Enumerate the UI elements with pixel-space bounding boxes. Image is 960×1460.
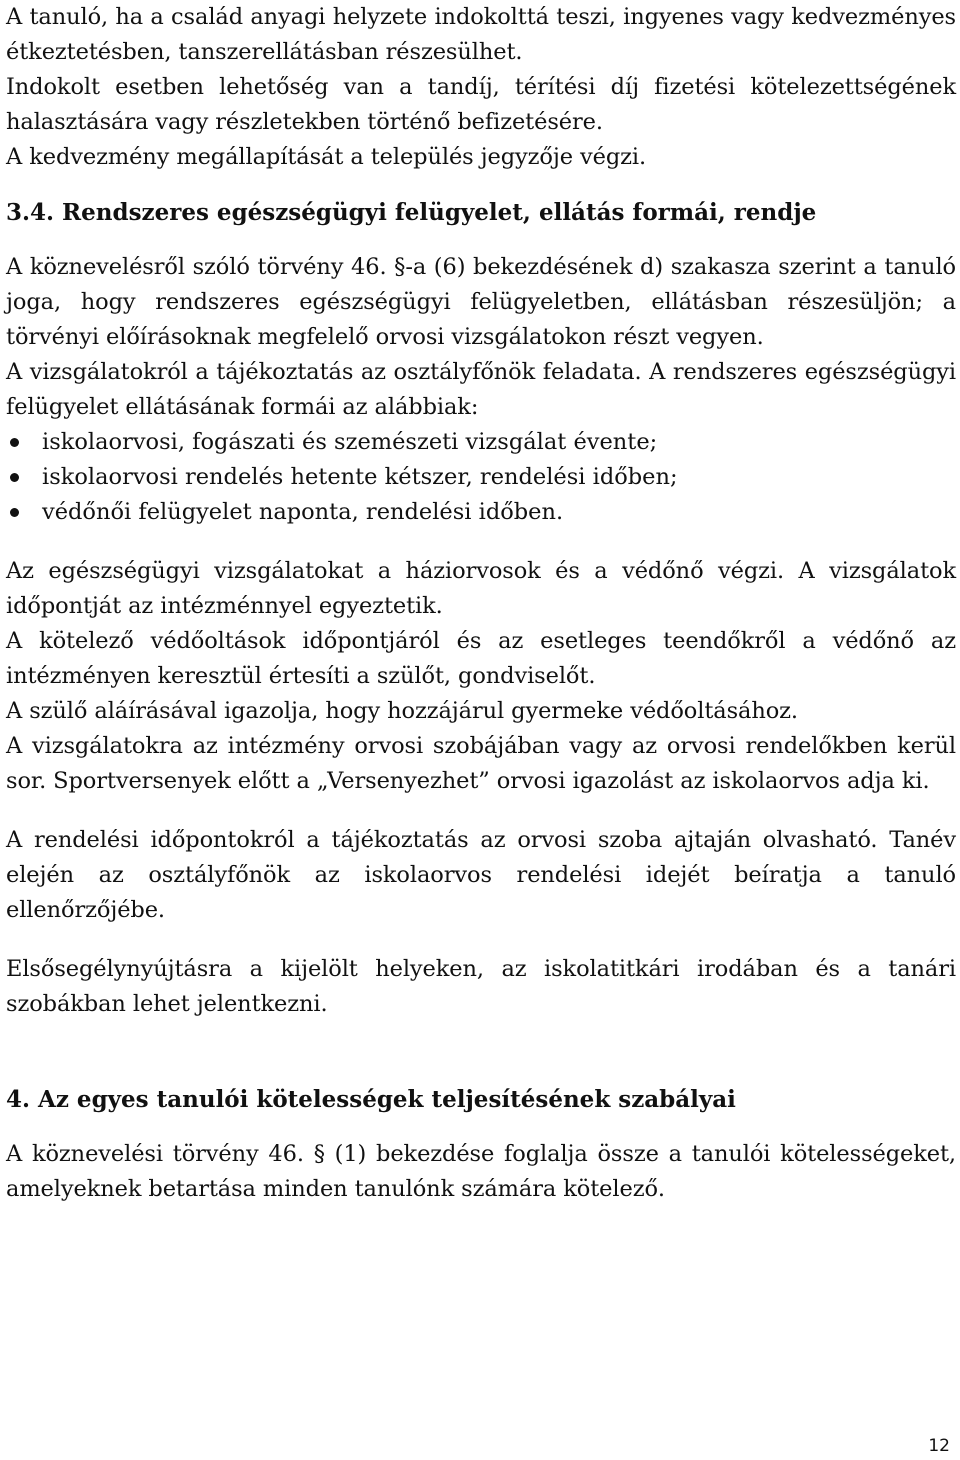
section-3-4-paragraph-4: A kötelező védőoltások időpontjáról és az esetleges teendőkről a védőnő az intézményen keresztül értesíti a szülőt, gondviselőt. bbox=[6, 628, 956, 689]
section-3-4-paragraph-7: A rendelési időpontokról a tájékoztatás az orvosi szoba ajtaján olvasható. Tanév elején az osztályfőnök az iskolaorvos rendelési idejét beíratja a tanuló ellenőrzőjébe. bbox=[6, 827, 956, 923]
section-3-4-paragraph-8: Elsősegélynyújtásra a kijelölt helyeken, az iskolatitkári irodában és a tanári szobákban lehet jelentkezni. bbox=[6, 956, 956, 1017]
section-3-4-paragraph-2: A vizsgálatokról a tájékoztatás az osztályfőnök feladata. A rendszeres egészségügyi felügyelet ellátásának formái az alábbiak: bbox=[6, 359, 956, 420]
intro-paragraph-2: Indokolt esetben lehetőség van a tandíj, térítési díj fizetési kötelezettségének halasztására vagy részletekben történő befizetésére. bbox=[6, 74, 956, 135]
intro-paragraph-3: A kedvezmény megállapítását a település jegyzője végzi. bbox=[6, 144, 647, 170]
section-3-4-paragraph-3: Az egészségügyi vizsgálatokat a háziorvosok és a védőnő végzi. A vizsgálatok időpontját az intézménnyel egyeztetik. bbox=[6, 558, 956, 619]
list-item bbox=[6, 425, 956, 460]
bullet-icon bbox=[10, 508, 19, 517]
intro-paragraph-1: A tanuló, ha a család anyagi helyzete indokolttá teszi, ingyenes vagy kedvezményes étkeztetésben, tanszerellátásban részesülhet. bbox=[6, 4, 956, 65]
section-4-heading: 4. Az egyes tanulói kötelességek teljesítésének szabályai bbox=[6, 1086, 736, 1113]
section-3-4-paragraph-1: A köznevelésről szóló törvény 46. §-a (6) bekezdésének d) szakasza szerint a tanuló joga, hogy rendszeres egészségügyi felügyeletben, ellátásban részesüljön; a törvényi előírásoknak megfelelő orvosi vizsgálatokon részt vegyen. bbox=[6, 254, 956, 350]
section-3-4-heading: 3.4. Rendszeres egészségügyi felügyelet, ellátás formái, rendje bbox=[6, 199, 817, 226]
page-number: 12 bbox=[928, 1436, 950, 1456]
checkup-list bbox=[6, 425, 956, 530]
list-item-text: iskolaorvosi rendelés hetente kétszer, rendelési időben; bbox=[42, 464, 678, 490]
list-item bbox=[6, 495, 956, 530]
bullet-icon bbox=[10, 438, 19, 447]
document-page bbox=[6, 0, 956, 1207]
list-item-text: iskolaorvosi, fogászati és szemészeti vizsgálat évente; bbox=[42, 429, 658, 455]
list-item-text: védőnői felügyelet naponta, rendelési időben. bbox=[42, 499, 564, 525]
section-4-paragraph-1: A köznevelési törvény 46. § (1) bekezdése foglalja össze a tanulói kötelességeket, amelyeknek betartása minden tanulónk számára kötelező. bbox=[6, 1141, 956, 1202]
section-3-4-paragraph-6: A vizsgálatokra az intézmény orvosi szobájában vagy az orvosi rendelőkben kerül sor. Sportversenyek előtt a „Versenyezhet” orvosi igazolást az iskolaorvos adja ki. bbox=[6, 733, 956, 794]
section-3-4-paragraph-5: A szülő aláírásával igazolja, hogy hozzájárul gyermeke védőoltásához. bbox=[6, 698, 798, 724]
list-item bbox=[6, 460, 956, 495]
bullet-icon bbox=[10, 473, 19, 482]
